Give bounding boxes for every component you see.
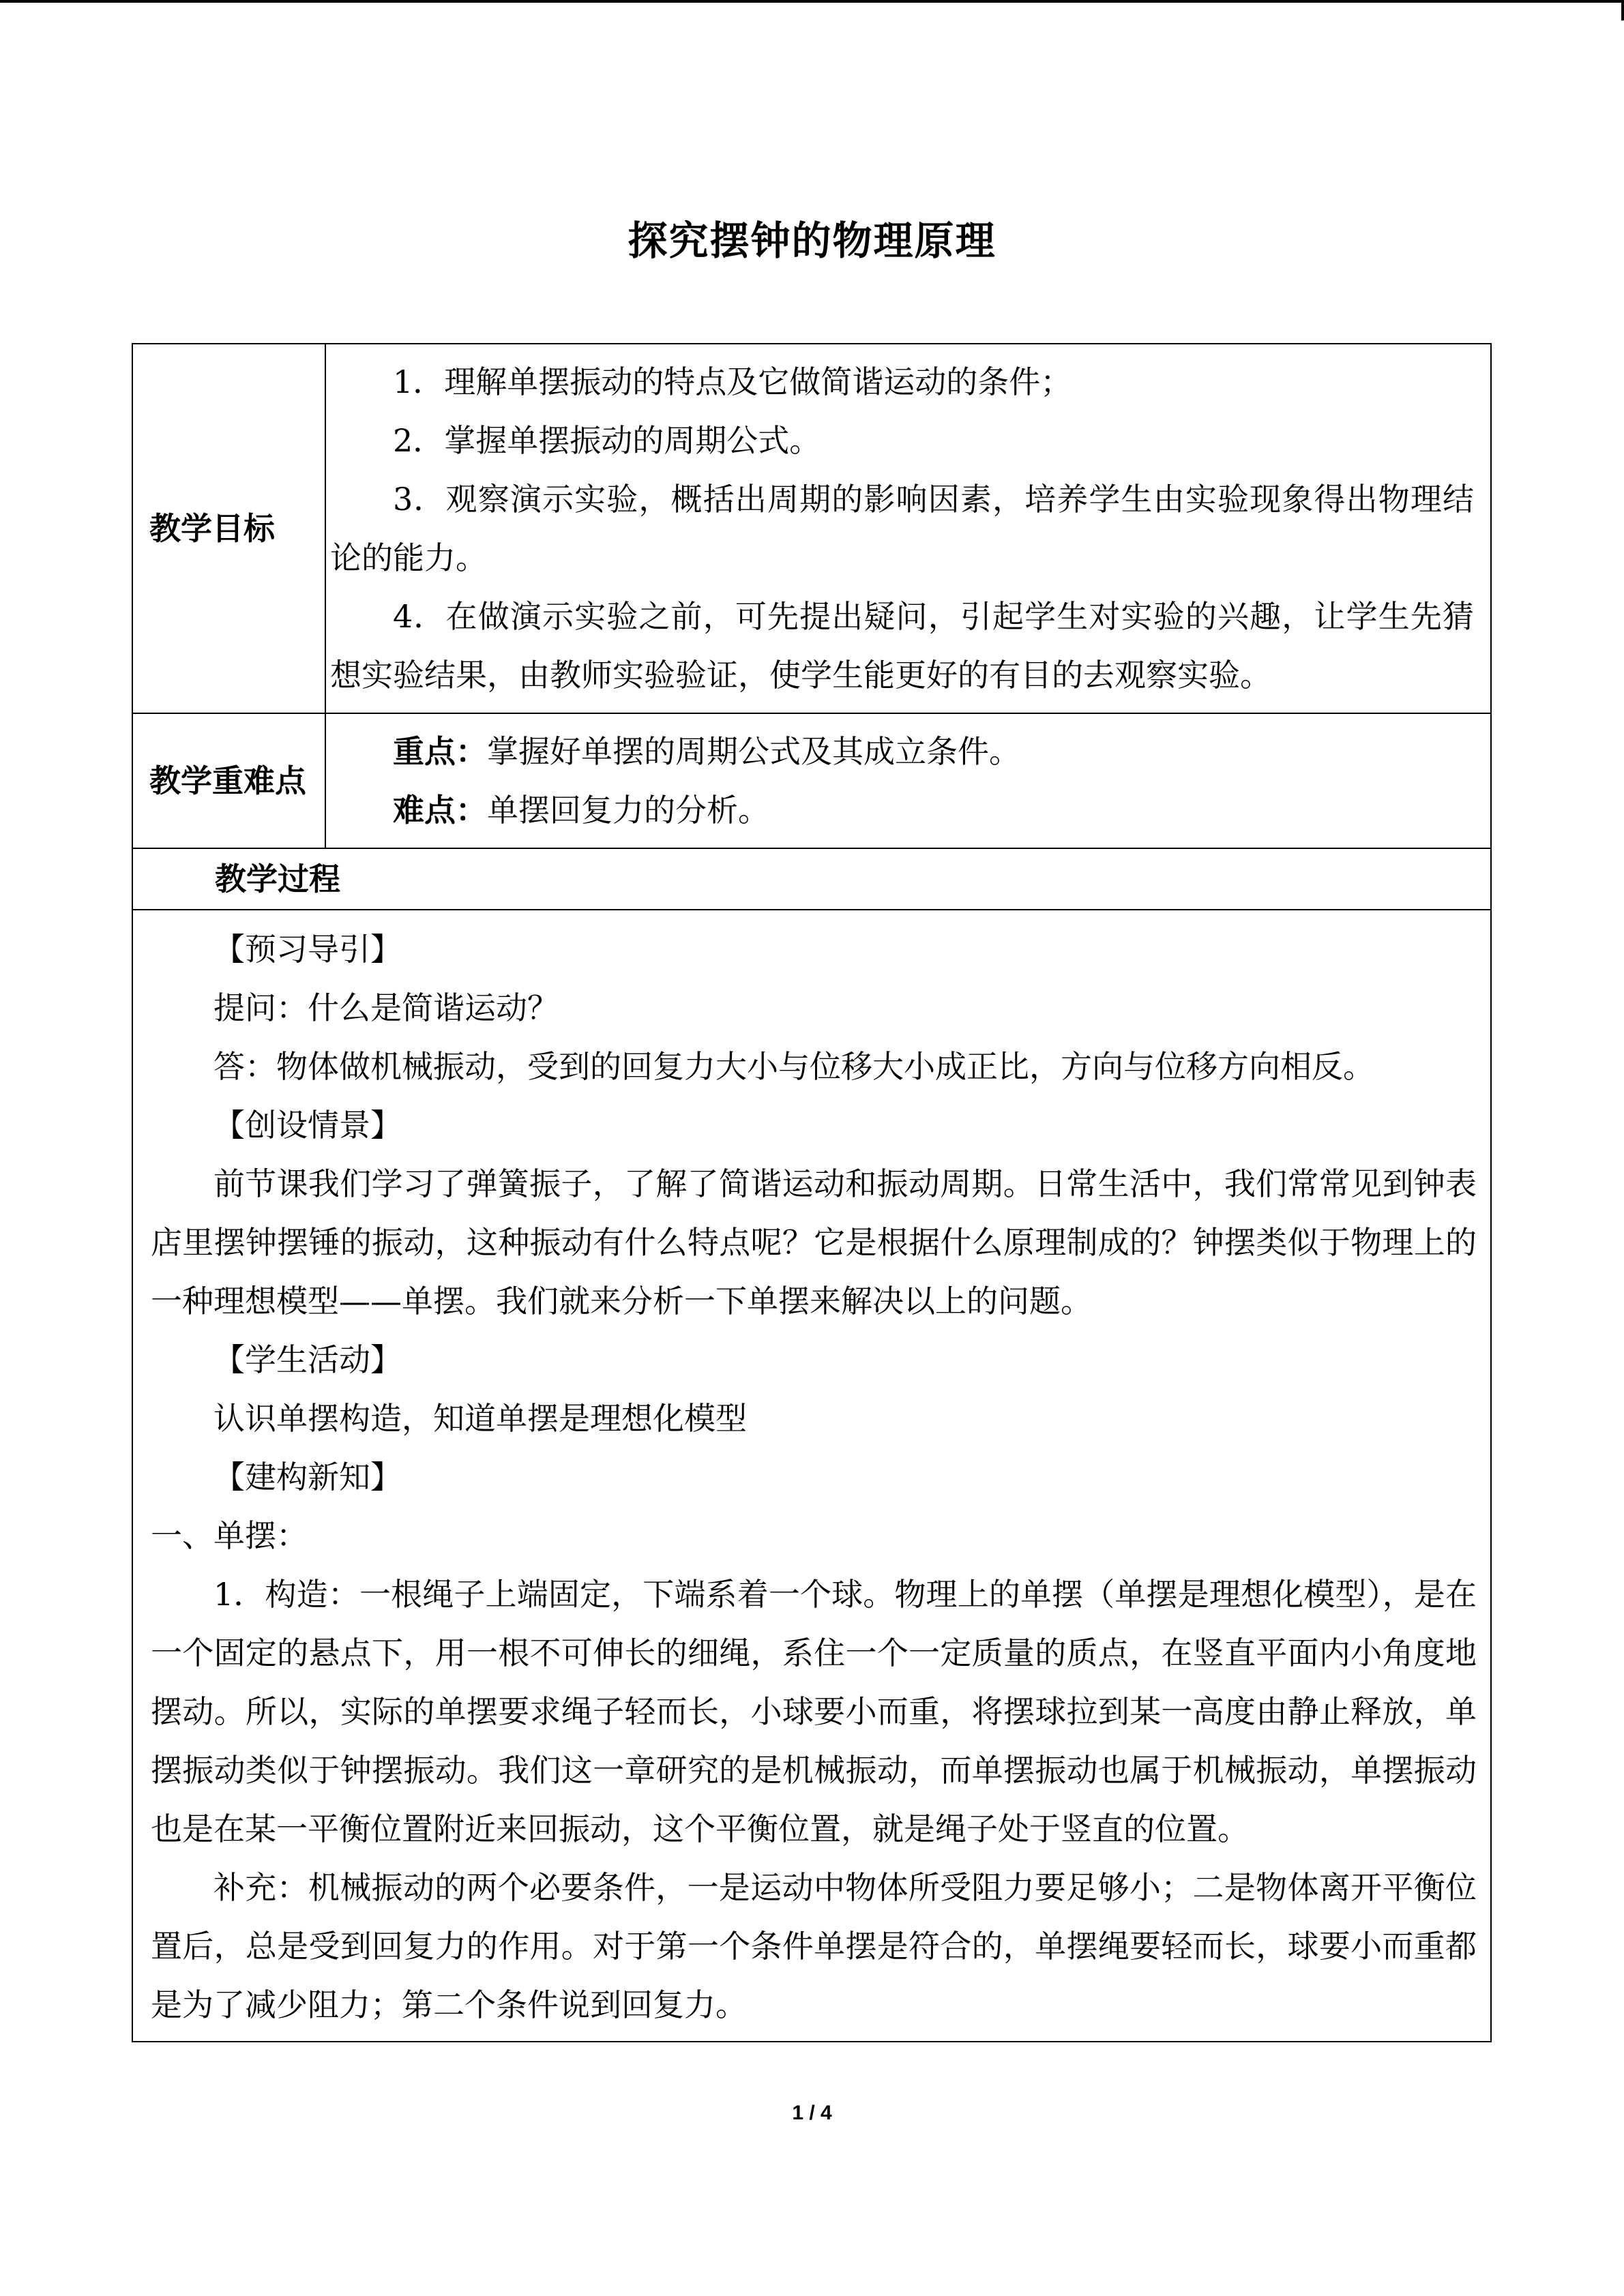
- top-border-line: [0, 0, 1624, 3]
- process-row: [132, 910, 1491, 2042]
- section-one-heading: 一、单摆：: [151, 1517, 308, 1554]
- preview-question: 提问：什么是简谐运动？: [213, 989, 559, 1026]
- key-point-line: [330, 722, 1474, 781]
- objective-item: 4．在做演示实验之前，可先提出疑问，引起学生对实验的兴趣，让学生先猜想实验结果，由教师实验验证，使学生能更好的有目的去观察实验。: [330, 598, 1474, 694]
- structure-text: 1．构造：一根绳子上端固定，下端系着一个球。物理上的单摆（单摆是理想化模型），是在一个固定的悬点下，用一根不可伸长的细绳，系住一个一定质量的质点，在竖直平面内小角度地摆动。所以，实际的单摆要求绳子轻而长，小球要小而重，将摆球拉到某一高度由静止释放，单摆振动类似于钟摆振动。我们这一章研究的是机械振动，而单摆振动也属于机械振动，单摆振动也是在某一平衡位置附近来回振动，这个平衡位置，就是绳子处于竖直的位置。: [151, 1576, 1477, 1847]
- key-point-label: 重点：: [393, 733, 487, 770]
- construct-heading: 【建构新知】: [213, 1459, 402, 1495]
- process-content: [132, 910, 1491, 2042]
- objectives-label: 教学目标: [132, 344, 325, 713]
- objective-item: 3．观察演示实验，概括出周期的影响因素，培养学生由实验现象得出物理结论的能力。: [330, 481, 1474, 576]
- objective-item: 1．理解单摆振动的特点及它做简谐运动的条件；: [393, 363, 1072, 400]
- supplement-text: 补充：机械振动的两个必要条件，一是运动中物体所受阻力要足够小；二是物体离开平衡位置后，总是受到回复力的作用。对于第一个条件单摆是符合的，单摆绳要轻而长，球要小而重都是为了减少阻力；第二个条件说到回复力。: [151, 1869, 1477, 2023]
- process-heading-row: [132, 848, 1491, 910]
- activity-text: 认识单摆构造，知道单摆是理想化模型: [213, 1400, 747, 1437]
- objectives-content: [325, 344, 1491, 713]
- activity-heading: 【学生活动】: [213, 1341, 402, 1378]
- process-heading: 教学过程: [132, 848, 1491, 910]
- page-number: 1 / 4: [792, 2102, 832, 2124]
- scenario-heading: 【创设情景】: [213, 1107, 402, 1144]
- key-points-content: [325, 713, 1491, 848]
- lesson-plan-table: [132, 343, 1492, 2042]
- objectives-row: [132, 344, 1491, 713]
- scenario-text: 前节课我们学习了弹簧振子，了解了简谐运动和振动周期。日常生活中，我们常常见到钟表店里摆钟摆锤的振动，这种振动有什么特点呢？它是根据什么原理制成的？钟摆类似于物理上的一种理想模型——单摆。我们就来分析一下单摆来解决以上的问题。: [151, 1165, 1477, 1320]
- key-point-text: 掌握好单摆的周期公式及其成立条件。: [487, 733, 1020, 770]
- preview-answer: 答：物体做机械振动，受到的回复力大小与位移大小成正比，方向与位移方向相反。: [213, 1048, 1374, 1085]
- preview-heading: 【预习导引】: [213, 931, 402, 968]
- corner-mark: [1621, 0, 1624, 20]
- key-points-row: [132, 713, 1491, 848]
- difficult-point-text: 单摆回复力的分析。: [487, 792, 769, 829]
- difficult-point-label: 难点：: [393, 792, 487, 829]
- difficult-point-line: [330, 781, 1474, 839]
- page-title: 探究摆钟的物理原理: [628, 218, 996, 264]
- objective-item: 2．掌握单摆振动的周期公式。: [393, 422, 821, 459]
- key-points-label: 教学重难点: [132, 713, 325, 848]
